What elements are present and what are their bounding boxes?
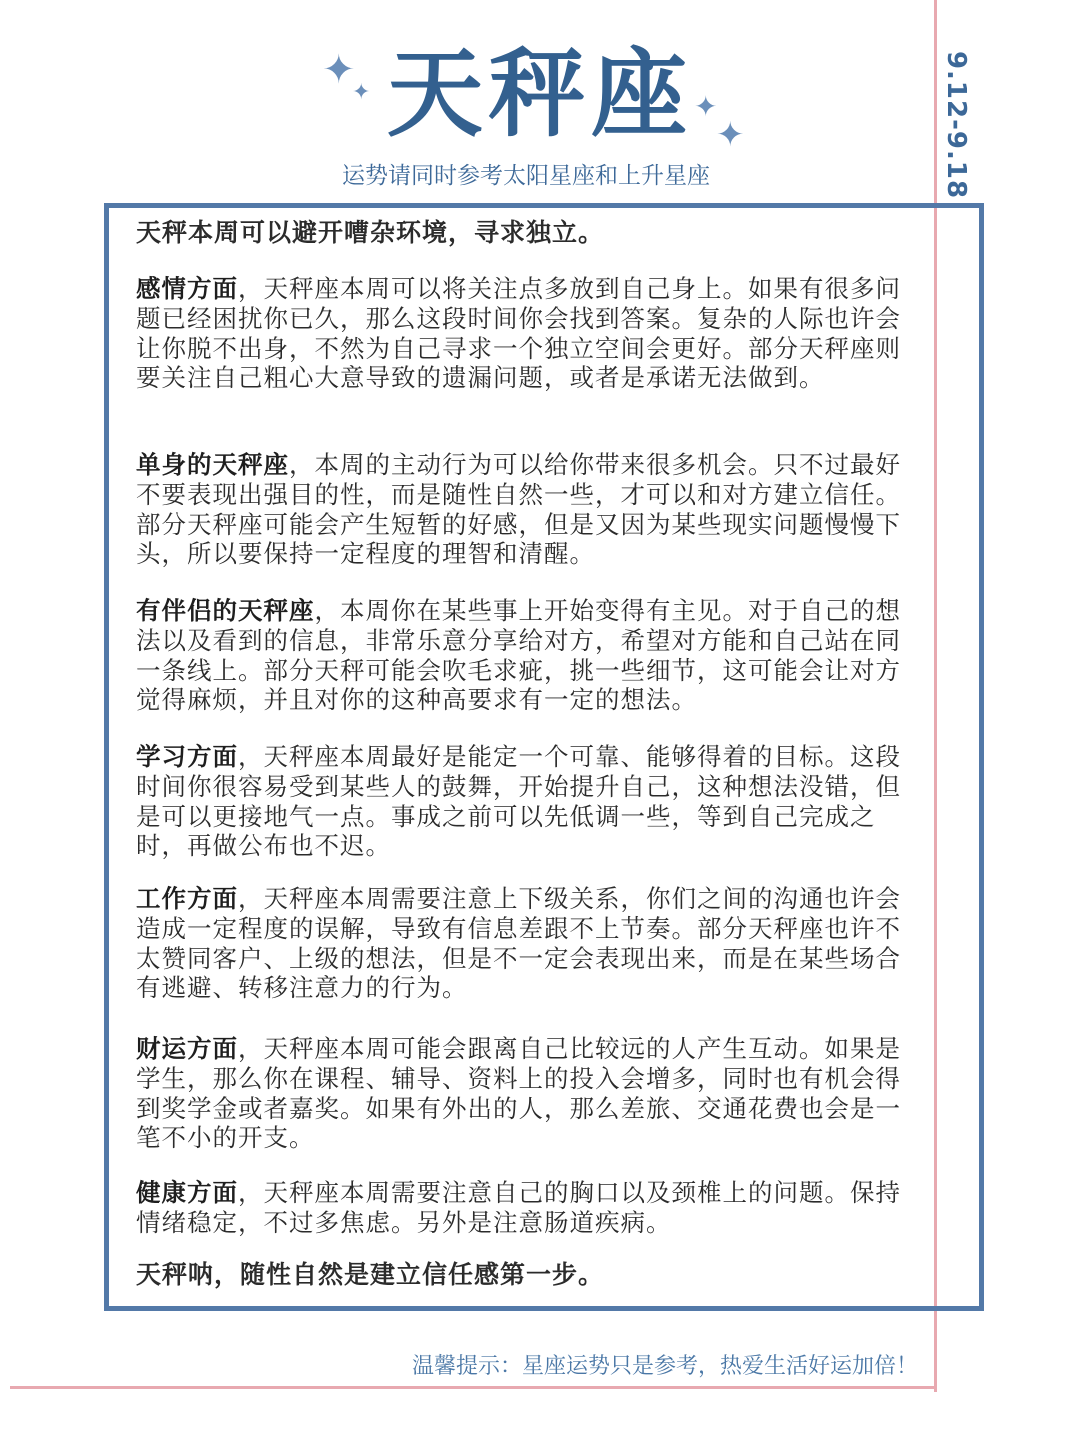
section-text: ，天秤座本周可能会跟离自己比较远的人产生互动。如果是学生，那么你在课程、辅导、资料上的投入会增多，同时也有机会得到奖学金或者嘉奖。如果有外出的人，那么差旅、交通花费也会是一笔不小的开支。 <box>136 1034 901 1153</box>
section-label: 学习方面 <box>136 742 238 771</box>
section-label: 单身的天秤座 <box>136 450 289 479</box>
section-work <box>136 884 912 1003</box>
pink-horizontal-line <box>10 1386 937 1389</box>
section-wealth <box>136 1034 912 1153</box>
closing-line: 天秤呐，随性自然是建立信任感第一步。 <box>136 1260 605 1289</box>
section-study <box>136 742 912 861</box>
sparkle-icon: ✦ <box>322 47 356 93</box>
section-text: ，天秤座本周需要注意自己的胸口以及颈椎上的问题。保持情绪稳定，不过多焦虑。另外是注意肠道疾病。 <box>136 1178 901 1237</box>
section-single <box>136 450 912 569</box>
section-label: 财运方面 <box>136 1034 238 1063</box>
page-title: 天秤座 <box>387 38 693 150</box>
page-subtitle: 运势请同时参考太阳星座和上升星座 <box>342 163 710 189</box>
section-text: ，本周的主动行为可以给你带来很多机会。只不过最好不要表现出强目的性，而是随性自然一些，才可以和对方建立信任。部分天秤座可能会产生短暂的好感，但是又因为某些现实问题慢慢下头，所以要保持一定程度的理智和清醒。 <box>136 450 901 569</box>
sparkle-icon: ✦ <box>716 115 745 155</box>
section-label: 感情方面 <box>136 274 238 303</box>
section-text: ，天秤座本周最好是能定一个可靠、能够得着的目标。这段时间你很容易受到某些人的鼓舞，开始提升自己，这种想法没错，但是可以更接地气一点。事成之前可以先低调一些，等到自己完成之时，再做公布也不迟。 <box>136 742 901 861</box>
section-love <box>136 274 912 393</box>
footer-tip: 温馨提示：星座运势只是参考，热爱生活好运加倍！ <box>412 1354 919 1379</box>
section-partnered <box>136 596 912 715</box>
section-label: 工作方面 <box>136 884 238 913</box>
section-label: 健康方面 <box>136 1178 238 1207</box>
section-health <box>136 1178 912 1238</box>
sparkle-icon: ✦ <box>694 90 718 123</box>
date-range: 9.12-9.18 <box>941 50 971 200</box>
section-text: ，天秤座本周需要注意上下级关系，你们之间的沟通也许会造成一定程度的误解，导致有信息差跟不上节奏。部分天秤座也许不太赞同客户、上级的想法，但是不一定会表现出来，而是在某些场合有逃避、转移注意力的行为。 <box>136 884 901 1003</box>
headline: 天秤本周可以避开嘈杂环境，寻求独立。 <box>136 218 605 247</box>
section-label: 有伴侣的天秤座 <box>136 596 315 625</box>
section-text: ，天秤座本周可以将关注点多放到自己身上。如果有很多问题已经困扰你已久，那么这段时间你会找到答案。复杂的人际也许会让你脱不出身，不然为自己寻求一个独立空间会更好。部分天秤座则要关注自己粗心大意导致的遗漏问题，或者是承诺无法做到。 <box>136 274 901 393</box>
section-text: ，本周你在某些事上开始变得有主见。对于自己的想法以及看到的信息，非常乐意分享给对方，希望对方能和自己站在同一条线上。部分天秤可能会吹毛求疵，挑一些细节，这可能会让对方觉得麻烦，并且对你的这种高要求有一定的想法。 <box>136 596 901 715</box>
date-range-container <box>936 50 976 200</box>
sparkle-icon: ✦ <box>352 80 371 105</box>
